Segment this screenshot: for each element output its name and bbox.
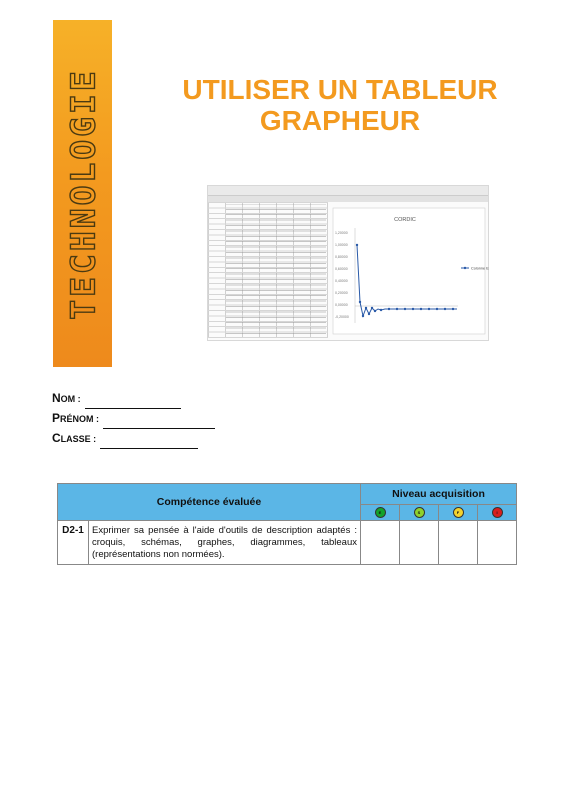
formula-bar <box>208 186 488 196</box>
level-s-dot: S <box>414 507 425 518</box>
competence-code: D2-1 <box>58 521 89 565</box>
competence-table <box>57 483 517 565</box>
svg-text:0,00000: 0,00000 <box>335 303 348 307</box>
level-f-cell <box>439 505 478 521</box>
svg-text:0,80000: 0,80000 <box>335 255 348 259</box>
cell-values <box>226 204 326 336</box>
identity-fields <box>52 389 215 449</box>
banner-text: TECHNOLOGIE <box>63 67 102 320</box>
field-nom <box>52 389 215 409</box>
svg-text:1,20000: 1,20000 <box>335 231 348 235</box>
header-niveau: Niveau acquisition <box>361 484 517 505</box>
level-e-cell <box>361 505 400 521</box>
field-classe-label: CLASSE : <box>52 431 97 445</box>
field-nom-label: NOM : <box>52 391 81 405</box>
svg-text:0,40000: 0,40000 <box>335 279 348 283</box>
svg-text:0,60000: 0,60000 <box>335 267 348 271</box>
title-line-1: UTILISER UN TABLEUR <box>182 74 498 105</box>
svg-text:-0,20000: -0,20000 <box>335 315 349 319</box>
level-i-checkbox[interactable] <box>478 521 517 565</box>
header-competence: Compétence évaluée <box>58 484 361 521</box>
svg-text:0,20000: 0,20000 <box>335 291 348 295</box>
level-i-cell <box>478 505 517 521</box>
competence-description: Exprimer sa pensée à l'aide d'outils de description adaptés : croquis, schémas, graphes, diagrammes, tableaux (représentations non normées). <box>89 521 361 565</box>
embedded-chart-svg <box>333 208 489 334</box>
level-s-checkbox[interactable] <box>400 521 439 565</box>
level-f-checkbox[interactable] <box>439 521 478 565</box>
field-prenom <box>52 409 215 429</box>
level-e-dot: E <box>375 507 386 518</box>
page-title <box>140 74 540 136</box>
chart-legend-label: Colonne E <box>471 266 489 271</box>
level-f-dot: F <box>453 507 464 518</box>
chart-title: CORDIC <box>394 217 416 223</box>
title-line-2: GRAPHEUR <box>259 105 421 136</box>
svg-text:1,00000: 1,00000 <box>335 243 348 247</box>
field-nom-line[interactable] <box>85 394 181 409</box>
level-s-cell <box>400 505 439 521</box>
field-classe-line[interactable] <box>100 434 198 449</box>
table-row <box>58 521 517 565</box>
spreadsheet-screenshot <box>207 185 489 341</box>
field-prenom-line[interactable] <box>103 414 215 429</box>
level-i-dot: I <box>492 507 503 518</box>
field-prenom-label: PRÉNOM : <box>52 411 100 425</box>
embedded-chart <box>333 208 489 334</box>
technologie-banner <box>53 20 112 367</box>
level-e-checkbox[interactable] <box>361 521 400 565</box>
field-classe <box>52 429 215 449</box>
